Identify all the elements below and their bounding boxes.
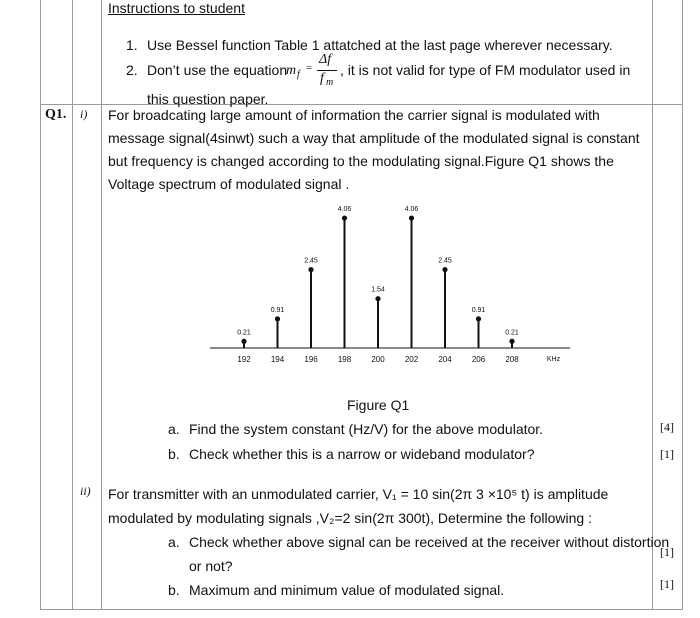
x-tick-label: 208 xyxy=(505,355,519,364)
subquestion-i-b-number: b. xyxy=(168,446,180,462)
part-ii-line-1: For transmitter with an unmodulated carrier, V₁ = 10 sin(2π 3 ×10⁵ t) is amplitude xyxy=(108,486,609,502)
spectrum-stem-marker xyxy=(308,267,313,272)
table-border-right xyxy=(682,0,683,610)
spectrum-value-label: 4.06 xyxy=(337,206,352,214)
subquestion-ii-b-text: Maximum and minimum value of modulated signal. xyxy=(189,582,505,598)
instruction-item-2-text-before: Don’t use the equation xyxy=(147,62,288,78)
x-axis-unit-label: KHz xyxy=(546,356,561,363)
x-tick-label: 204 xyxy=(438,355,452,364)
subquestion-ii-a-number: a. xyxy=(168,534,180,550)
part-i-question-text: For broadcating large amount of information the carrier signal is modulated with message signal(4sinwt) such a way that amplitude of the modulated signal is constant but frequency is changed according to the modulating signal.Figure Q1 shows the Voltage spectrum of modulated signal . xyxy=(108,107,640,192)
equation-denominator-var: f xyxy=(320,71,324,86)
equation-numerator: Δf xyxy=(319,52,332,67)
spectrum-stem-marker xyxy=(509,339,514,344)
table-divider-col1 xyxy=(72,0,73,610)
instruction-item-2-number: 2. xyxy=(126,62,138,78)
instruction-item-1-number: 1. xyxy=(126,37,138,53)
spectrum-value-label: 0.91 xyxy=(471,306,486,314)
table-divider-col2 xyxy=(101,0,102,610)
x-tick-label: 202 xyxy=(404,355,419,364)
x-tick-label: 206 xyxy=(471,355,486,364)
subquestion-i-a-number: a. xyxy=(168,421,180,437)
x-tick-label: 198 xyxy=(337,355,352,364)
x-tick-label: 192 xyxy=(237,355,251,364)
spectrum-value-label: 0.21 xyxy=(237,329,251,337)
spectrum-stem-marker xyxy=(342,215,347,220)
subquestion-i-b-marks: [1] xyxy=(660,447,674,461)
instruction-item-2-text-cont: this question paper. xyxy=(147,91,269,107)
spectrum-value-label: 2.45 xyxy=(304,257,318,265)
subquestion-i-a-text: Find the system constant (Hz/V) for the above modulator. xyxy=(189,421,544,437)
subquestion-ii-b-marks: [1] xyxy=(660,577,674,591)
question-number: Q1. xyxy=(45,107,67,122)
spectrum-stem-marker xyxy=(442,267,447,272)
spectrum-stem-marker xyxy=(375,296,380,301)
subquestion-ii-a-text: Check whether above signal can be received at the receiver without distortion xyxy=(189,534,670,550)
spectrum-stem-marker xyxy=(275,316,280,321)
equation-equals: = xyxy=(306,62,313,74)
part-ii-line-2: modulated by modulating signals ,V₂=2 sin(2π 300t), Determine the following : xyxy=(108,510,592,526)
spectrum-value-label: 0.91 xyxy=(270,306,285,314)
subquestion-i-b-text: Check whether this is a narrow or wideband modulator? xyxy=(189,446,535,462)
table-border-left xyxy=(40,0,41,610)
subquestion-ii-b-number: b. xyxy=(168,582,180,598)
subquestion-ii-a-text-cont: or not? xyxy=(189,558,233,574)
spectrum-stem-marker xyxy=(409,215,414,220)
subquestion-ii-a-marks: [1] xyxy=(660,545,674,559)
subquestion-i-a-marks: [4] xyxy=(660,420,674,434)
table-border-bottom xyxy=(40,609,683,610)
table-divider-col3 xyxy=(652,0,653,610)
part-ii-label: ii) xyxy=(80,484,91,498)
instruction-item-2-text-after: , it is not valid for type of FM modulator used in xyxy=(340,62,631,78)
spectrum-stem-marker xyxy=(241,339,246,344)
voltage-spectrum-chart xyxy=(200,200,620,390)
instruction-item-1-text: Use Bessel function Table 1 attatched at the last page wherever necessary. xyxy=(147,37,613,53)
x-tick-label: 200 xyxy=(371,355,385,364)
mf-equation xyxy=(286,52,341,92)
equation-denominator-sub: m xyxy=(326,77,334,88)
spectrum-value-label: 1.54 xyxy=(371,286,385,294)
spectrum-value-label: 0.21 xyxy=(505,329,519,337)
spectrum-value-label: 2.45 xyxy=(438,257,452,265)
instructions-heading: Instructions to student xyxy=(108,0,245,16)
figure-caption: Figure Q1 xyxy=(347,397,410,413)
equation-lhs-sub: f xyxy=(297,69,300,80)
part-i-label: i) xyxy=(80,107,88,121)
spectrum-value-label: 4.06 xyxy=(404,206,419,214)
equation-lhs-var: m xyxy=(286,63,297,78)
x-tick-label: 194 xyxy=(270,355,285,364)
spectrum-stem-marker xyxy=(476,316,481,321)
x-tick-label: 196 xyxy=(304,355,318,364)
